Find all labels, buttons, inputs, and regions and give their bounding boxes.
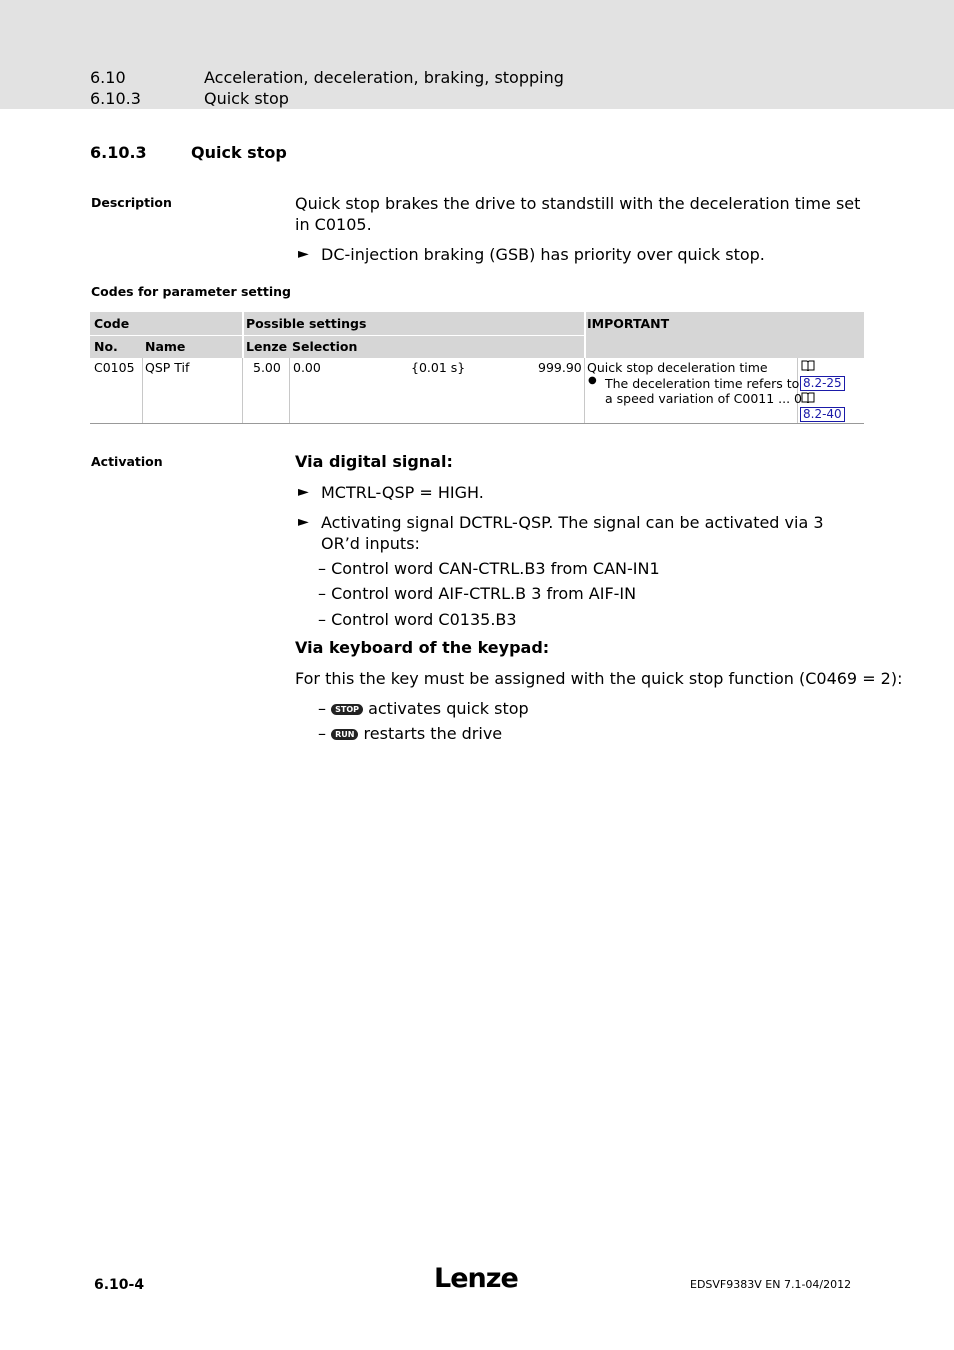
table-header-code: Code xyxy=(94,316,130,331)
book-icon xyxy=(801,391,815,406)
footer-page-number: 6.10-4 xyxy=(94,1277,145,1293)
header-chapter-number: 6.10 xyxy=(90,68,126,87)
dash-glyph: – xyxy=(318,724,332,743)
activation-bullet-1-text: MCTRL-QSP = HIGH. xyxy=(321,483,484,502)
table-cell-important-bullet-1: The deceleration time refers to xyxy=(605,376,800,391)
description-text: Quick stop brakes the drive to standstill with the deceleration time set in C0105. xyxy=(295,194,861,234)
stop-key-icon: STOP xyxy=(331,704,363,715)
digital-signal-heading: Via digital signal: xyxy=(295,452,453,471)
bullet-arrow-icon: ► xyxy=(298,514,309,530)
important-bullet-dot-icon: ● xyxy=(588,375,597,386)
reference-link-2[interactable] xyxy=(800,406,845,422)
header-band xyxy=(0,0,954,109)
bullet-arrow-icon: ► xyxy=(298,484,309,500)
activation-bullet-2-text: Activating signal DCTRL-QSP. The signal can be activated via 3 OR’d inputs: xyxy=(321,513,824,553)
table-header-important: IMPORTANT xyxy=(587,316,670,331)
section-title: Quick stop xyxy=(191,143,287,162)
table-cell-important-bullet-2: a speed variation of C0011 ... 0 xyxy=(605,391,802,406)
bullet-arrow-icon: ► xyxy=(298,246,309,262)
reference-link-1-text[interactable]: 8.2-25 xyxy=(800,376,845,391)
header-chapter-title: Acceleration, deceleration, braking, stopping xyxy=(204,68,564,87)
footer-doc-id: EDSVF9383V EN 7.1-04/2012 xyxy=(690,1278,852,1291)
reference-link-1[interactable] xyxy=(800,375,845,391)
header-section-number: 6.10.3 xyxy=(90,89,141,108)
table-cell-selection-step: {0.01 s} xyxy=(411,360,466,375)
keypad-stop-line xyxy=(318,698,529,719)
stop-key-text: activates quick stop xyxy=(368,699,529,718)
header-section-title: Quick stop xyxy=(204,89,289,108)
description-bullet-text: DC-injection braking (GSB) has priority over quick stop. xyxy=(321,245,765,264)
table-cell-name: QSP Tif xyxy=(145,360,190,375)
table-header-possible: Possible settings xyxy=(246,316,367,331)
table-header-selection: Selection xyxy=(292,339,358,354)
table-header-name: Name xyxy=(145,339,186,354)
table-cell-selection-max: 999.90 xyxy=(538,360,582,375)
keypad-heading: Via keyboard of the keypad: xyxy=(295,638,550,657)
lenze-logo: Lenze xyxy=(434,1263,518,1294)
table-cell-important-title: Quick stop deceleration time xyxy=(587,360,768,375)
table-header-lenze: Lenze xyxy=(246,339,288,354)
reference-link-2-text[interactable]: 8.2-40 xyxy=(800,407,845,422)
activation-label: Activation xyxy=(91,454,163,469)
activation-dash-1: – Control word CAN-CTRL.B3 from CAN-IN1 xyxy=(318,559,660,578)
table-header-no: No. xyxy=(94,339,118,354)
table-cell-selection-min: 0.00 xyxy=(293,360,321,375)
keypad-text: For this the key must be assigned with the quick stop function (C0469 = 2): xyxy=(295,669,903,688)
parameter-table xyxy=(90,312,864,424)
run-key-icon: RUN xyxy=(331,729,358,740)
codes-label: Codes for parameter setting xyxy=(91,284,291,299)
run-key-text: restarts the drive xyxy=(363,724,503,743)
activation-dash-2: – Control word AIF-CTRL.B 3 from AIF-IN xyxy=(318,584,637,603)
description-label: Description xyxy=(91,195,172,210)
table-cell-no: C0105 xyxy=(94,360,135,375)
table-cell-lenze: 5.00 xyxy=(253,360,281,375)
section-number: 6.10.3 xyxy=(90,143,147,162)
keypad-run-line xyxy=(318,723,502,744)
book-icon xyxy=(801,360,815,374)
activation-dash-3: – Control word C0135.B3 xyxy=(318,610,517,629)
dash-glyph: – xyxy=(318,699,332,718)
